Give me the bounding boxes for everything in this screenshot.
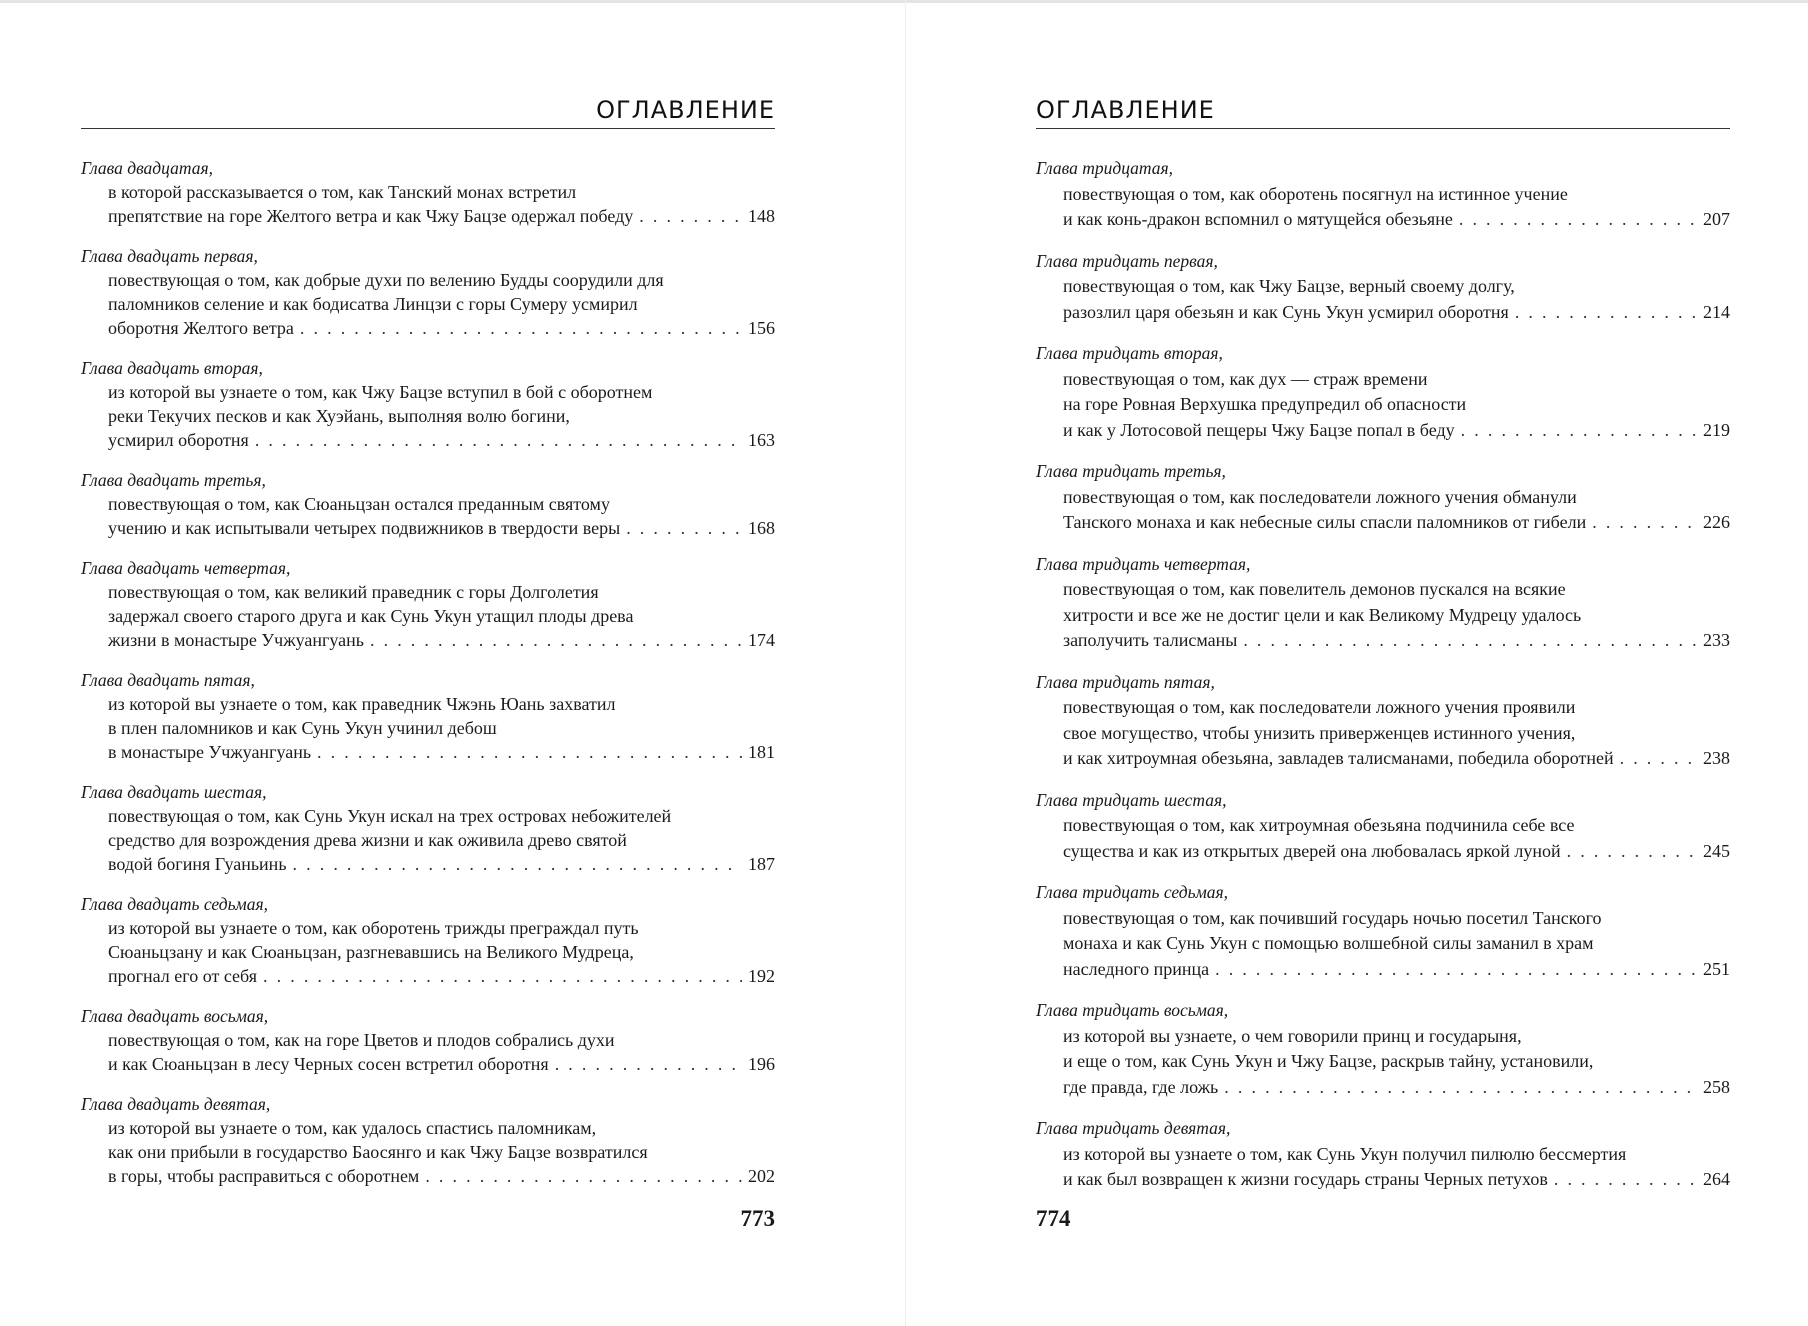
description-line: повествующая о том, как великий праведник с горы Долголетия: [108, 582, 599, 602]
toc-entry: [81, 780, 775, 876]
toc-page-number: 226: [1703, 512, 1730, 532]
toc-entry: [1036, 552, 1730, 654]
chapter-title: Глава двадцать девятая,: [81, 1094, 271, 1114]
description-line: повествующая о том, как последователи ложного учения проявили: [1063, 697, 1576, 717]
toc-entry: [81, 1004, 775, 1076]
description-line: наследного принца: [1063, 958, 1210, 979]
description-line: усмирил оборотня: [108, 430, 249, 450]
toc-page-number: 192: [748, 966, 775, 986]
dot-leader: [1515, 300, 1697, 326]
description-last-line: [108, 1052, 775, 1076]
description-line: задержал своего старого друга и как Сунь Укун утащил плоды древа: [108, 606, 634, 626]
chapter-description: [81, 492, 775, 540]
header-title: ОГЛАВЛЕНИЕ: [1036, 96, 1215, 124]
dot-leader: [317, 740, 742, 764]
dot-leader: [1243, 628, 1697, 654]
description-last-line: [108, 316, 775, 340]
description-line: Танского монаха и как небесные силы спасли паломников от гибели: [1063, 512, 1587, 532]
dot-leader: [639, 204, 742, 228]
description-last-line: [108, 204, 775, 228]
description-line: повествующая о том, как добрые духи по велению Будды соорудили для: [108, 270, 664, 290]
chapter-description: [1036, 182, 1730, 233]
dot-leader: [1554, 1167, 1697, 1193]
dot-leader: [300, 316, 742, 340]
toc-entry: [1036, 788, 1730, 865]
dot-leader: [626, 516, 742, 540]
chapter-description: [81, 268, 775, 340]
chapter-title: Глава двадцатая,: [81, 158, 213, 178]
description-line: средство для возрождения древа жизни и как оживила древо святой: [108, 830, 627, 850]
dot-leader: [1459, 207, 1697, 233]
description-line: повествующая о том, как почивший государь ночью посетил Танского: [1063, 907, 1602, 928]
toc-page-number: 168: [748, 518, 775, 538]
header-title: ОГЛАВЛЕНИЕ: [596, 96, 775, 124]
chapter-title: Глава двадцать пятая,: [81, 670, 255, 690]
description-line: повествующая о том, как Сунь Укун искал на трех островах небожителей: [108, 806, 672, 826]
description-line: и как у Лотосовой пещеры Чжу Бацзе попал в беду: [1063, 419, 1455, 440]
chapter-description: [1036, 813, 1730, 864]
description-last-line: [108, 740, 775, 764]
dot-leader: [255, 428, 742, 452]
description-line: хитрости и все же не достиг цели и как Великому Мудрецу удалось: [1063, 604, 1582, 625]
toc-entry: [81, 1092, 775, 1188]
chapter-title: Глава тридцать пятая,: [1036, 671, 1215, 692]
toc-entry: [1036, 670, 1730, 772]
description-line: из которой вы узнаете, о чем говорили принц и государыня,: [1063, 1025, 1522, 1046]
description-line: повествующая о том, как дух — страж времени: [1063, 368, 1428, 389]
description-line: в горы, чтобы расправиться с оборотнем: [108, 1166, 420, 1186]
toc-page-number: 202: [748, 1166, 775, 1186]
page-fold: [905, 0, 906, 1326]
description-line: паломников селение и как бодисатва Линцзи с горы Сумеру усмирил: [108, 294, 638, 314]
description-last-line: [1063, 957, 1730, 983]
description-last-line: [1063, 746, 1730, 772]
toc-entry: [1036, 341, 1730, 443]
toc-entry: [81, 556, 775, 652]
chapter-description: [1036, 1024, 1730, 1101]
description-line: повествующая о том, как хитроумная обезьяна подчинила себе все: [1063, 815, 1575, 835]
toc-page-number: 207: [1703, 209, 1730, 229]
toc-entry: [1036, 1116, 1730, 1193]
page-number: 773: [740, 1206, 775, 1231]
description-last-line: [1063, 510, 1730, 536]
description-last-line: [108, 1164, 775, 1188]
description-line: Сюаньцзану и как Сюаньцзан, разгневавшись на Великого Мудреца,: [108, 942, 634, 962]
chapter-title: Глава тридцать вторая,: [1036, 343, 1223, 363]
chapter-description: [1036, 906, 1730, 983]
chapter-title: Глава двадцать седьмая,: [81, 894, 268, 914]
chapter-description: [81, 180, 775, 228]
toc-page-number: 251: [1703, 958, 1730, 979]
dot-leader: [1592, 510, 1697, 536]
description-line: и как Сюаньцзан в лесу Черных сосен встретил оборотня: [108, 1054, 549, 1074]
toc-entry: [81, 244, 775, 340]
description-line: оборотня Желтого ветра: [108, 318, 294, 338]
chapter-description: [1036, 695, 1730, 772]
toc-page-number: 258: [1703, 1076, 1730, 1097]
description-last-line: [1063, 1075, 1730, 1101]
description-line: из которой вы узнаете о том, как оборотень трижды преграждал путь: [108, 918, 639, 938]
description-line: на горе Ровная Верхушка предупредил об опасности: [1063, 394, 1467, 414]
chapter-description: [81, 1028, 775, 1076]
description-line: заполучить талисманы: [1063, 630, 1238, 650]
right-page: [1036, 0, 1730, 1326]
chapter-description: [81, 1116, 775, 1188]
chapter-title: Глава тридцать третья,: [1036, 461, 1226, 481]
toc-entry: [81, 892, 775, 988]
chapter-title: Глава тридцать первая,: [1036, 250, 1218, 271]
chapter-description: [81, 692, 775, 764]
toc-entry: [1036, 459, 1730, 536]
chapter-description: [1036, 1142, 1730, 1193]
description-line: и как хитроумная обезьяна, завладев талисманами, победила оборотней: [1063, 748, 1614, 768]
dot-leader: [263, 964, 742, 988]
chapter-title: Глава двадцать вторая,: [81, 358, 263, 378]
description-line: повествующая о том, как на горе Цветов и плодов собрались духи: [108, 1030, 615, 1050]
toc-page-number: 214: [1703, 301, 1730, 322]
description-last-line: [108, 628, 775, 652]
description-line: повествующая о том, как повелитель демонов пускался на всякие: [1063, 579, 1566, 599]
description-line: прогнал его от себя: [108, 966, 258, 986]
chapter-title: Глава двадцать третья,: [81, 470, 266, 490]
chapter-title: Глава тридцать шестая,: [1036, 789, 1227, 810]
toc-entry: [1036, 156, 1730, 233]
chapter-description: [1036, 274, 1730, 325]
toc-page-number: 163: [748, 430, 775, 450]
description-line: в которой рассказывается о том, как Танский монах встретил: [108, 182, 577, 202]
running-header-right: [1036, 96, 1730, 129]
description-line: из которой вы узнаете о том, как удалось спастись паломникам,: [108, 1118, 597, 1138]
description-line: из которой вы узнаете о том, как праведник Чжэнь Юань захватил: [108, 694, 616, 714]
toc-page-number: 264: [1703, 1169, 1730, 1189]
dot-leader: [1567, 839, 1697, 865]
toc-entry: [81, 356, 775, 452]
description-line: из которой вы узнаете о том, как Сунь Укун получил пилюлю бессмертия: [1063, 1143, 1627, 1164]
chapter-title: Глава двадцать четвертая,: [81, 558, 291, 578]
chapter-description: [1036, 367, 1730, 444]
description-last-line: [1063, 207, 1730, 233]
description-last-line: [108, 852, 775, 876]
description-last-line: [108, 428, 775, 452]
toc-page-number: 156: [748, 318, 775, 338]
toc-entry: [81, 468, 775, 540]
toc-entry: [1036, 249, 1730, 326]
dot-leader: [1224, 1075, 1697, 1101]
description-line: препятствие на горе Желтого ветра и как Чжу Бацзе одержал победу: [108, 206, 634, 226]
toc-page-number: 245: [1703, 840, 1730, 861]
chapter-description: [81, 916, 775, 988]
description-last-line: [108, 516, 775, 540]
description-last-line: [1063, 1167, 1730, 1193]
toc-entry: [81, 668, 775, 764]
description-line: повествующая о том, как Сюаньцзан остался преданным святому: [108, 494, 610, 514]
description-line: жизни в монастыре Учжуангуань: [108, 630, 364, 650]
page-number: 774: [1036, 1206, 1071, 1231]
description-line: в плен паломников и как Сунь Укун учинил дебош: [108, 718, 497, 738]
chapter-description: [81, 580, 775, 652]
description-line: свое могущество, чтобы унизить приверженцев истинного учения,: [1063, 722, 1576, 743]
toc-page-number: 196: [748, 1054, 775, 1074]
description-line: учению и как испытывали четырех подвижников в твердости веры: [108, 518, 621, 538]
description-line: монаха и как Сунь Укун с помощью волшебной силы заманил в храм: [1063, 933, 1594, 953]
dot-leader: [1461, 418, 1697, 444]
toc-entry: [81, 156, 775, 228]
description-last-line: [1063, 300, 1730, 326]
dot-leader: [1215, 957, 1697, 983]
toc-entry: [1036, 880, 1730, 982]
description-line: где правда, где ложь: [1063, 1076, 1219, 1097]
toc-page-number: 187: [748, 854, 775, 874]
chapter-title: Глава двадцать первая,: [81, 246, 258, 266]
description-last-line: [1063, 839, 1730, 865]
description-line: и как конь-дракон вспомнил о мятущейся обезьяне: [1063, 209, 1453, 229]
description-line: повествующая о том, как Чжу Бацзе, верный своему долгу,: [1063, 276, 1515, 296]
dot-leader: [370, 628, 742, 652]
toc-list-left: [81, 156, 775, 1204]
description-last-line: [1063, 628, 1730, 654]
chapter-description: [81, 804, 775, 876]
left-page: [81, 0, 775, 1326]
chapter-title: Глава тридцать седьмая,: [1036, 882, 1229, 902]
dot-leader: [293, 852, 742, 876]
chapter-description: [1036, 577, 1730, 654]
toc-list-right: [1036, 156, 1730, 1209]
description-line: повествующая о том, как последователи ложного учения обманули: [1063, 486, 1577, 507]
description-line: повествующая о том, как оборотень посягнул на истинное учение: [1063, 183, 1568, 204]
description-line: из которой вы узнаете о том, как Чжу Бацзе вступил в бой с оборотнем: [108, 382, 653, 402]
chapter-title: Глава двадцать шестая,: [81, 782, 267, 802]
toc-page-number: 219: [1703, 419, 1730, 440]
description-line: реки Текучих песков и как Хуэйань, выполняя волю богини,: [108, 406, 570, 426]
description-line: и как был возвращен к жизни государь страны Черных петухов: [1063, 1169, 1548, 1189]
chapter-description: [81, 380, 775, 452]
toc-entry: [1036, 998, 1730, 1100]
chapter-title: Глава тридцатая,: [1036, 158, 1174, 178]
chapter-title: Глава тридцать четвертая,: [1036, 553, 1251, 574]
description-line: существа и как из открытых дверей она любовалась яркой луной: [1063, 840, 1561, 861]
toc-page-number: 181: [748, 742, 775, 762]
description-line: водой богиня Гуаньинь: [108, 854, 287, 874]
description-line: в монастыре Учжуангуань: [108, 742, 312, 762]
dot-leader: [425, 1164, 742, 1188]
toc-page-number: 233: [1703, 630, 1730, 650]
chapter-title: Глава тридцать девятая,: [1036, 1118, 1231, 1138]
dot-leader: [555, 1052, 742, 1076]
toc-page-number: 148: [748, 206, 775, 226]
chapter-title: Глава двадцать восьмая,: [81, 1006, 269, 1026]
chapter-title: Глава тридцать восьмая,: [1036, 1000, 1229, 1020]
description-line: разозлил царя обезьян и как Сунь Укун усмирил оборотня: [1063, 301, 1509, 322]
dot-leader: [1620, 746, 1697, 772]
description-line: как они прибыли в государство Баосянго и как Чжу Бацзе возвратился: [108, 1142, 648, 1162]
toc-page-number: 238: [1703, 748, 1730, 768]
description-last-line: [108, 964, 775, 988]
description-last-line: [1063, 418, 1730, 444]
chapter-description: [1036, 485, 1730, 536]
toc-page-number: 174: [748, 630, 775, 650]
running-header-left: [81, 96, 775, 129]
description-line: и еще о том, как Сунь Укун и Чжу Бацзе, раскрыв тайну, установили,: [1063, 1051, 1594, 1071]
